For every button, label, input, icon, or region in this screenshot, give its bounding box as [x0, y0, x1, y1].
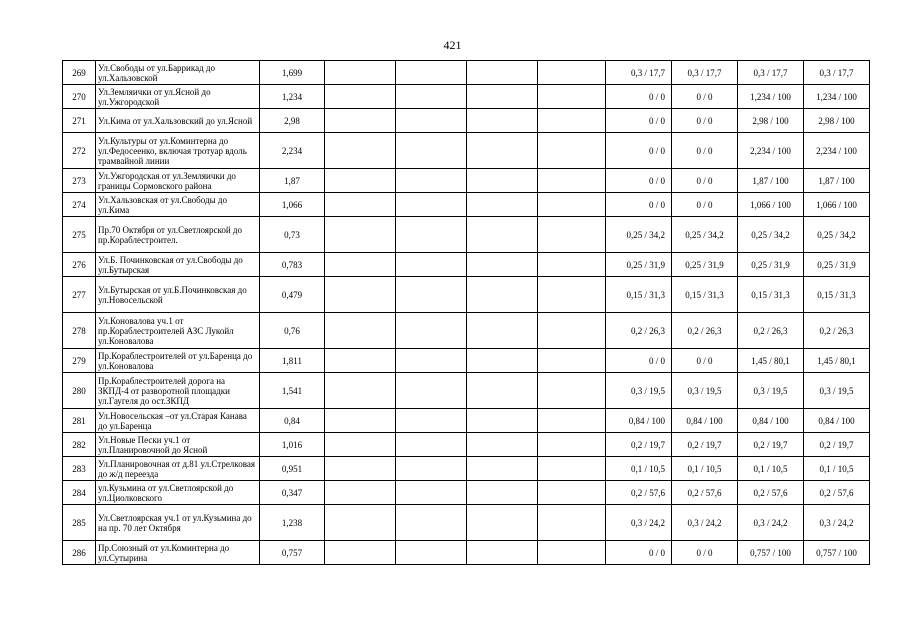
row-number: 278	[63, 313, 96, 349]
empty-cell	[396, 505, 467, 541]
row-number: 271	[63, 109, 96, 133]
empty-cell	[538, 505, 606, 541]
empty-cell	[396, 313, 467, 349]
table-row	[63, 277, 870, 313]
empty-cell	[396, 409, 467, 433]
road-length: 0,479	[260, 277, 325, 313]
value-col-3: 0,2 / 57,6	[738, 481, 804, 505]
empty-cell	[396, 541, 467, 565]
empty-cell	[325, 313, 396, 349]
empty-cell	[396, 169, 467, 193]
empty-cell	[325, 373, 396, 409]
table-row	[63, 133, 870, 169]
row-number: 270	[63, 85, 96, 109]
value-col-2: 0,25 / 31,9	[672, 253, 738, 277]
empty-cell	[467, 409, 538, 433]
value-col-4: 0,3 / 19,5	[804, 373, 870, 409]
empty-cell	[538, 169, 606, 193]
empty-cell	[325, 457, 396, 481]
value-col-3: 0,2 / 26,3	[738, 313, 804, 349]
street-name: Ул.Земляички от ул.Ясной до ул.Ужгородской	[96, 85, 260, 109]
value-col-3: 0,25 / 34,2	[738, 217, 804, 253]
table-body	[63, 61, 870, 565]
value-col-3: 1,066 / 100	[738, 193, 804, 217]
street-name: Ул.Коновалова уч.1 от пр.Кораблестроителей АЗС Лукойл ул.Коновалова	[96, 313, 260, 349]
empty-cell	[538, 457, 606, 481]
empty-cell	[396, 61, 467, 85]
empty-cell	[325, 193, 396, 217]
road-length: 1,541	[260, 373, 325, 409]
table-row	[63, 193, 870, 217]
empty-cell	[325, 433, 396, 457]
value-col-1: 0,15 / 31,3	[606, 277, 672, 313]
empty-cell	[325, 217, 396, 253]
street-name: Пр.Кораблестроителей дорога на ЗКПД-4 от разворотной площадки ул.Гаугеля до ост.ЗКПД	[96, 373, 260, 409]
value-col-1: 0,3 / 19,5	[606, 373, 672, 409]
value-col-4: 0,84 / 100	[804, 409, 870, 433]
value-col-2: 0,1 / 10,5	[672, 457, 738, 481]
row-number: 285	[63, 505, 96, 541]
road-length: 1,811	[260, 349, 325, 373]
row-number: 275	[63, 217, 96, 253]
empty-cell	[467, 277, 538, 313]
value-col-2: 0,84 / 100	[672, 409, 738, 433]
value-col-4: 2,98 / 100	[804, 109, 870, 133]
street-name: Ул.Ужгородская от ул.Земляички до границы Сормовского района	[96, 169, 260, 193]
value-col-4: 1,45 / 80,1	[804, 349, 870, 373]
street-name: Ул.Бутырская от ул.Б.Починковская до ул.Новосельской	[96, 277, 260, 313]
empty-cell	[538, 481, 606, 505]
road-length: 0,73	[260, 217, 325, 253]
empty-cell	[538, 253, 606, 277]
empty-cell	[325, 253, 396, 277]
empty-cell	[538, 541, 606, 565]
empty-cell	[325, 409, 396, 433]
street-name: Ул.Новосельская –от ул.Старая Канава до ул.Баренца	[96, 409, 260, 433]
street-name: Ул.Б. Починковская от ул.Свободы до ул.Бутырская	[96, 253, 260, 277]
value-col-4: 0,3 / 17,7	[804, 61, 870, 85]
value-col-2: 0 / 0	[672, 85, 738, 109]
value-col-1: 0,3 / 17,7	[606, 61, 672, 85]
empty-cell	[396, 277, 467, 313]
road-length: 0,783	[260, 253, 325, 277]
value-col-3: 1,87 / 100	[738, 169, 804, 193]
empty-cell	[467, 457, 538, 481]
value-col-3: 0,1 / 10,5	[738, 457, 804, 481]
value-col-4: 1,87 / 100	[804, 169, 870, 193]
value-col-3: 2,98 / 100	[738, 109, 804, 133]
row-number: 272	[63, 133, 96, 169]
value-col-2: 0,3 / 24,2	[672, 505, 738, 541]
value-col-1: 0,2 / 57,6	[606, 481, 672, 505]
value-col-2: 0,2 / 19,7	[672, 433, 738, 457]
table-row	[63, 433, 870, 457]
street-name: ул.Кузьмина от ул.Светлоярской до ул.Циолковского	[96, 481, 260, 505]
empty-cell	[467, 253, 538, 277]
empty-cell	[325, 277, 396, 313]
value-col-1: 0 / 0	[606, 193, 672, 217]
value-col-2: 0 / 0	[672, 109, 738, 133]
street-name: Пр.70 Октября от ул.Светлоярской до пр.Кораблестроител.	[96, 217, 260, 253]
empty-cell	[325, 481, 396, 505]
value-col-1: 0,1 / 10,5	[606, 457, 672, 481]
table-row	[63, 169, 870, 193]
empty-cell	[538, 133, 606, 169]
value-col-1: 0,2 / 26,3	[606, 313, 672, 349]
street-name: Ул.Планировочная от д.81 ул.Стрелковая до ж/д переезда	[96, 457, 260, 481]
table-row	[63, 85, 870, 109]
value-col-3: 0,757 / 100	[738, 541, 804, 565]
row-number: 282	[63, 433, 96, 457]
empty-cell	[396, 193, 467, 217]
value-col-4: 0,25 / 34,2	[804, 217, 870, 253]
row-number: 284	[63, 481, 96, 505]
value-col-4: 0,2 / 19,7	[804, 433, 870, 457]
road-length: 0,347	[260, 481, 325, 505]
empty-cell	[396, 481, 467, 505]
street-name: Ул.Новые Пески уч.1 от ул.Планировочной до Ясной	[96, 433, 260, 457]
empty-cell	[467, 217, 538, 253]
empty-cell	[467, 61, 538, 85]
empty-cell	[467, 133, 538, 169]
empty-cell	[325, 349, 396, 373]
empty-cell	[467, 109, 538, 133]
empty-cell	[538, 349, 606, 373]
empty-cell	[325, 109, 396, 133]
street-name: Ул.Культуры от ул.Коминтерна до ул.Федосеенко, включая тротуар вдоль трамвайной линии	[96, 133, 260, 169]
value-col-1: 0,3 / 24,2	[606, 505, 672, 541]
value-col-3: 1,45 / 80,1	[738, 349, 804, 373]
empty-cell	[396, 253, 467, 277]
table-row	[63, 349, 870, 373]
value-col-3: 0,3 / 19,5	[738, 373, 804, 409]
value-col-1: 0 / 0	[606, 85, 672, 109]
empty-cell	[396, 109, 467, 133]
value-col-4: 0,757 / 100	[804, 541, 870, 565]
road-length: 2,98	[260, 109, 325, 133]
empty-cell	[467, 169, 538, 193]
value-col-2: 0,3 / 19,5	[672, 373, 738, 409]
road-length: 1,87	[260, 169, 325, 193]
table-row	[63, 109, 870, 133]
value-col-2: 0,3 / 17,7	[672, 61, 738, 85]
row-number: 286	[63, 541, 96, 565]
road-length: 0,76	[260, 313, 325, 349]
empty-cell	[467, 373, 538, 409]
value-col-1: 0,84 / 100	[606, 409, 672, 433]
street-name: Ул.Свободы от ул.Баррикад до ул.Хальзовской	[96, 61, 260, 85]
empty-cell	[538, 277, 606, 313]
value-col-2: 0 / 0	[672, 169, 738, 193]
value-col-3: 0,3 / 24,2	[738, 505, 804, 541]
street-table	[62, 60, 870, 565]
table-row	[63, 373, 870, 409]
empty-cell	[467, 313, 538, 349]
empty-cell	[538, 85, 606, 109]
value-col-2: 0,25 / 34,2	[672, 217, 738, 253]
table-row	[63, 217, 870, 253]
table-row	[63, 61, 870, 85]
table-row	[63, 253, 870, 277]
value-col-4: 2,234 / 100	[804, 133, 870, 169]
table-row	[63, 541, 870, 565]
value-col-2: 0 / 0	[672, 349, 738, 373]
value-col-2: 0,15 / 31,3	[672, 277, 738, 313]
value-col-4: 0,25 / 31,9	[804, 253, 870, 277]
value-col-1: 0 / 0	[606, 133, 672, 169]
street-name: Ул.Светлоярская уч.1 от ул.Кузьмина до на пр. 70 лет Октября	[96, 505, 260, 541]
value-col-3: 0,15 / 31,3	[738, 277, 804, 313]
value-col-1: 0 / 0	[606, 541, 672, 565]
value-col-2: 0 / 0	[672, 133, 738, 169]
road-length: 0,84	[260, 409, 325, 433]
road-length: 1,066	[260, 193, 325, 217]
value-col-1: 0 / 0	[606, 349, 672, 373]
row-number: 274	[63, 193, 96, 217]
empty-cell	[396, 373, 467, 409]
row-number: 277	[63, 277, 96, 313]
value-col-2: 0,2 / 26,3	[672, 313, 738, 349]
empty-cell	[538, 61, 606, 85]
empty-cell	[396, 133, 467, 169]
empty-cell	[538, 373, 606, 409]
empty-cell	[467, 505, 538, 541]
table-row	[63, 481, 870, 505]
empty-cell	[396, 217, 467, 253]
empty-cell	[538, 217, 606, 253]
empty-cell	[325, 61, 396, 85]
table-row	[63, 313, 870, 349]
value-col-1: 0 / 0	[606, 169, 672, 193]
row-number: 273	[63, 169, 96, 193]
value-col-2: 0,2 / 57,6	[672, 481, 738, 505]
empty-cell	[325, 169, 396, 193]
value-col-1: 0,2 / 19,7	[606, 433, 672, 457]
empty-cell	[467, 193, 538, 217]
empty-cell	[467, 433, 538, 457]
street-name: Ул.Хальзовская от ул.Свободы до ул.Кима	[96, 193, 260, 217]
value-col-4: 0,2 / 57,6	[804, 481, 870, 505]
value-col-3: 0,2 / 19,7	[738, 433, 804, 457]
empty-cell	[538, 433, 606, 457]
empty-cell	[396, 433, 467, 457]
empty-cell	[325, 133, 396, 169]
value-col-3: 1,234 / 100	[738, 85, 804, 109]
empty-cell	[325, 85, 396, 109]
table-row	[63, 505, 870, 541]
road-length: 1,234	[260, 85, 325, 109]
road-length: 0,951	[260, 457, 325, 481]
value-col-2: 0 / 0	[672, 541, 738, 565]
value-col-3: 0,3 / 17,7	[738, 61, 804, 85]
value-col-3: 0,25 / 31,9	[738, 253, 804, 277]
value-col-4: 0,15 / 31,3	[804, 277, 870, 313]
row-number: 281	[63, 409, 96, 433]
table-row	[63, 457, 870, 481]
value-col-4: 0,2 / 26,3	[804, 313, 870, 349]
road-length: 2,234	[260, 133, 325, 169]
empty-cell	[467, 85, 538, 109]
value-col-4: 0,1 / 10,5	[804, 457, 870, 481]
value-col-2: 0 / 0	[672, 193, 738, 217]
street-name: Ул.Кима от ул.Хальзовский до ул.Ясной	[96, 109, 260, 133]
table-row	[63, 409, 870, 433]
street-name: Пр.Кораблестроителей от ул.Баренца до ул.Коновалова	[96, 349, 260, 373]
empty-cell	[325, 541, 396, 565]
row-number: 280	[63, 373, 96, 409]
empty-cell	[467, 541, 538, 565]
empty-cell	[538, 313, 606, 349]
value-col-4: 0,3 / 24,2	[804, 505, 870, 541]
road-length: 0,757	[260, 541, 325, 565]
empty-cell	[396, 349, 467, 373]
value-col-4: 1,234 / 100	[804, 85, 870, 109]
empty-cell	[467, 481, 538, 505]
value-col-1: 0,25 / 31,9	[606, 253, 672, 277]
empty-cell	[396, 457, 467, 481]
row-number: 283	[63, 457, 96, 481]
empty-cell	[538, 409, 606, 433]
value-col-3: 2,234 / 100	[738, 133, 804, 169]
value-col-4: 1,066 / 100	[804, 193, 870, 217]
value-col-1: 0,25 / 34,2	[606, 217, 672, 253]
road-length: 1,238	[260, 505, 325, 541]
row-number: 279	[63, 349, 96, 373]
empty-cell	[538, 109, 606, 133]
street-name: Пр.Союзный от ул.Коминтерна до ул.Сутырина	[96, 541, 260, 565]
road-length: 1,016	[260, 433, 325, 457]
row-number: 269	[63, 61, 96, 85]
empty-cell	[396, 85, 467, 109]
row-number: 276	[63, 253, 96, 277]
empty-cell	[325, 505, 396, 541]
road-length: 1,699	[260, 61, 325, 85]
value-col-1: 0 / 0	[606, 109, 672, 133]
page-number: 421	[443, 38, 462, 52]
empty-cell	[538, 193, 606, 217]
value-col-3: 0,84 / 100	[738, 409, 804, 433]
empty-cell	[467, 349, 538, 373]
